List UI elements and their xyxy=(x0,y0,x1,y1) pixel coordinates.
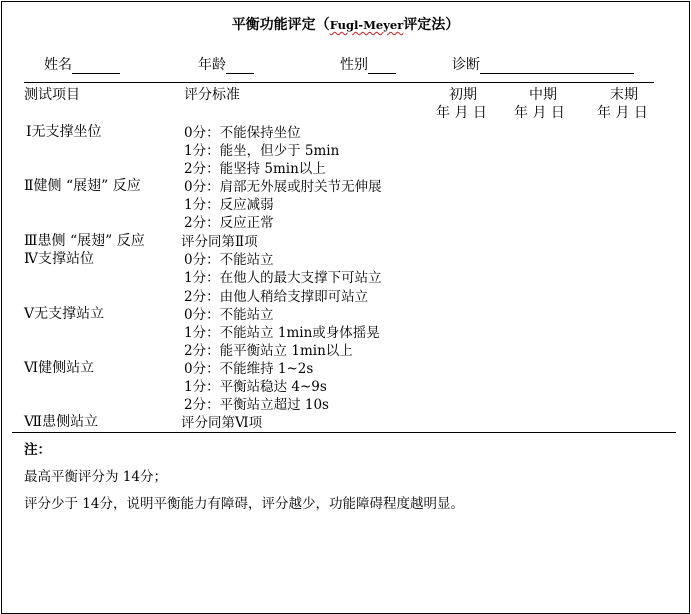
stage-final-date: 年 月 日 xyxy=(597,105,648,121)
criteria-line: 2分：由他人稍给支撑即可站立 xyxy=(184,289,369,305)
diagnosis-blank[interactable] xyxy=(480,58,634,74)
criteria-header: 评分标准 xyxy=(184,87,240,103)
criteria-line: 0分：不能站立 xyxy=(184,252,274,268)
name-label: 姓名 xyxy=(44,57,72,73)
age-label: 年龄 xyxy=(198,57,226,73)
criteria-line: 1分：在他人的最大支撑下可站立 xyxy=(184,270,382,286)
stage-initial-date: 年 月 日 xyxy=(436,105,487,121)
name-blank[interactable] xyxy=(72,58,120,74)
age-blank[interactable] xyxy=(226,58,254,74)
test-item-2: Ⅱ健侧 “展翅” 反应 xyxy=(24,178,141,194)
stage-middle-label: 中期 xyxy=(529,87,557,103)
criteria-line: 0分：不能保持坐位 xyxy=(184,125,301,141)
test-item-6: Ⅵ健侧站立 xyxy=(24,360,95,376)
test-item-5: Ⅴ无支撑站立 xyxy=(24,306,105,322)
criteria-line: 评分同第Ⅵ项 xyxy=(181,415,263,431)
criteria-line: 1分：反应减弱 xyxy=(184,197,274,213)
title-part-2: Fugl-Meyer xyxy=(329,18,404,32)
sex-blank[interactable] xyxy=(368,58,396,74)
criteria-line: 0分：不能站立 xyxy=(184,307,274,323)
test-item-3: Ⅲ患侧 “展翅” 反应 xyxy=(24,233,145,249)
criteria-line: 0分：肩部无外展或肘关节无伸展 xyxy=(184,179,382,195)
title-part-3: 评定法） xyxy=(403,17,460,33)
test-item-1: Ⅰ无支撑坐位 xyxy=(26,124,102,140)
criteria-line: 2分：能坚持 5min以上 xyxy=(184,161,326,177)
test-item-4: Ⅳ支撑站位 xyxy=(24,251,94,267)
item-header: 测试项目 xyxy=(24,87,80,103)
sex-label: 性别 xyxy=(340,57,368,73)
title-part-1: 平衡功能评定（ xyxy=(231,17,330,33)
test-item-7: Ⅶ患侧站立 xyxy=(24,414,99,430)
document-frame xyxy=(1,1,690,614)
age-field xyxy=(198,54,254,74)
criteria-line: 1分：能坐，但少于 5min xyxy=(184,143,340,159)
notes-heading: 注： xyxy=(24,442,51,458)
stage-middle-date: 年 月 日 xyxy=(514,105,565,121)
criteria-line: 0分：不能维持 1~2s xyxy=(184,361,314,377)
criteria-line: 2分：能平衡站立 1min以上 xyxy=(184,343,353,359)
document-title xyxy=(0,14,691,34)
sex-field xyxy=(340,54,396,74)
criteria-line: 1分：不能站立 1min或身体摇晃 xyxy=(184,325,380,341)
criteria-line: 评分同第Ⅱ项 xyxy=(181,234,258,250)
criteria-line: 1分：平衡站稳达 4~9s xyxy=(184,379,327,395)
notes-top-rule xyxy=(12,432,676,433)
note-line-2: 评分少于 14分，说明平衡能力有障碍，评分越少，功能障碍程度越明显。 xyxy=(24,496,464,512)
stage-final-label: 末期 xyxy=(610,87,638,103)
criteria-line: 2分：反应正常 xyxy=(184,215,274,231)
name-field xyxy=(44,54,120,74)
stage-initial-label: 初期 xyxy=(449,87,477,103)
diagnosis-label: 诊断 xyxy=(452,57,480,73)
note-line-1: 最高平衡评分为 14分； xyxy=(24,469,167,485)
criteria-line: 2分：平衡站立超过 10s xyxy=(184,397,329,413)
diagnosis-field xyxy=(452,54,634,74)
header-top-rule xyxy=(24,82,654,83)
